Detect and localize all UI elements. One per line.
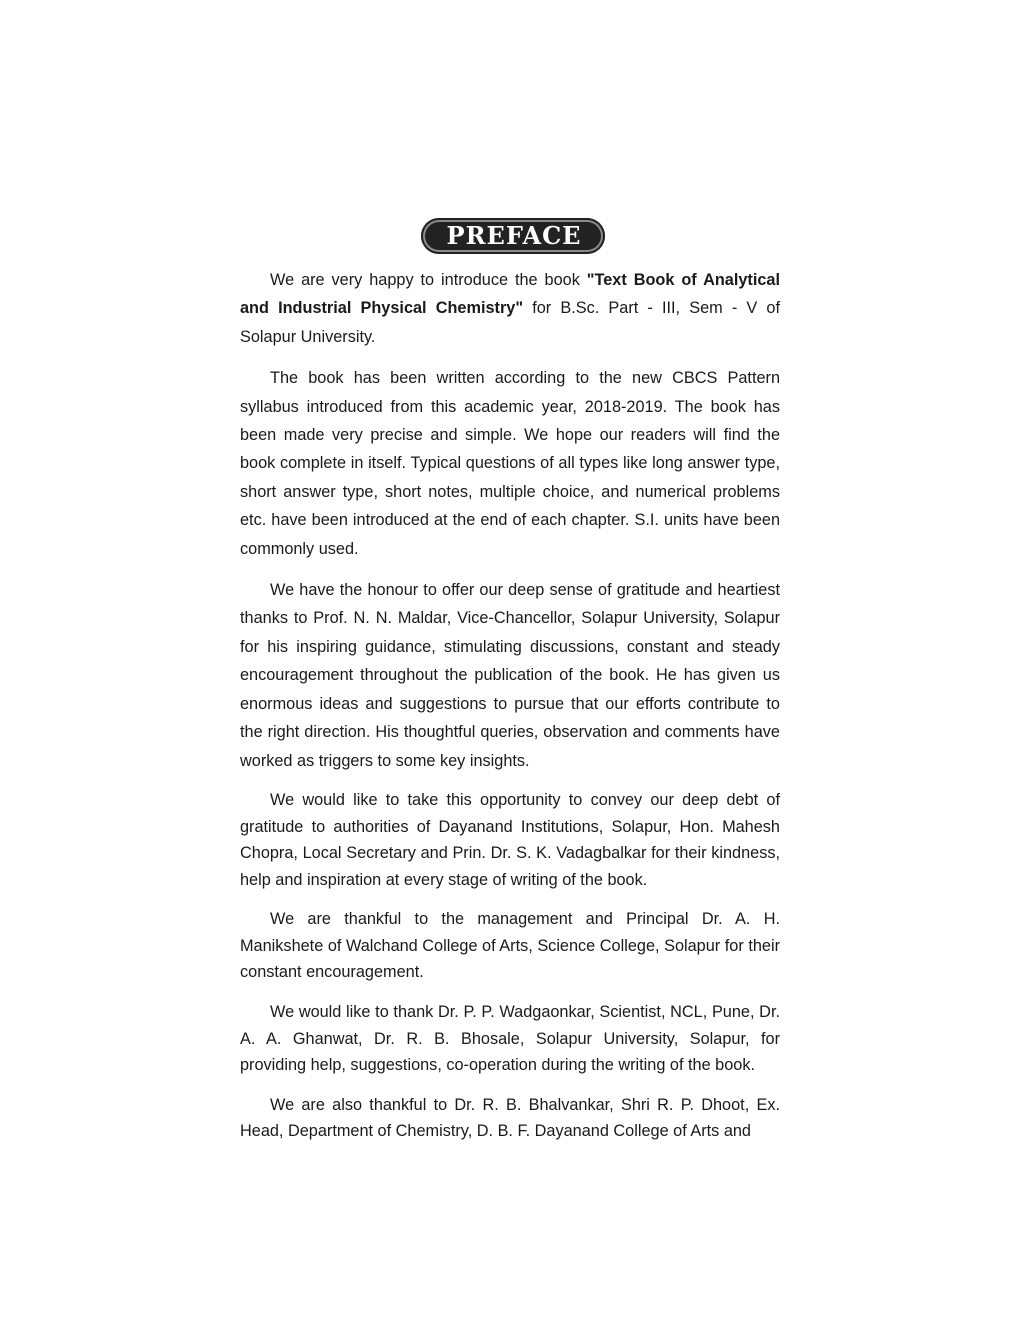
page-heading: PREFACE [421,218,606,254]
paragraph-gratitude-vice-chancellor: We have the honour to offer our deep sense of gratitude and heartiest thanks to Prof. N. N. Maldar, Vice-Chancellor, Solapur University, Solapur for his inspiring guidance, stimulating discussions, constant and steady encouragement throughout the publication of the book. He has given us enormous ideas and suggestions to pursue that our efforts contribute to the right direction. His thoughtful queries, observation and comments have worked as triggers to some key insights. [240,581,780,770]
paragraph-gratitude-authorities: We would like to take this opportunity to convey our deep debt of gratitude to authorities of Dayanand Institutions, Solapur, Hon. Mahesh Chopra, Local Secretary and Prin. Dr. S. K. Vadagbalkar for their kindness, help and inspiration at every stage of writing of the book. [240,790,780,889]
intro-text-before: We are very happy to introduce the book [270,271,587,289]
paragraph-thanks-department: We are also thankful to Dr. R. B. Bhalvankar, Shri R. P. Dhoot, Ex. Head, Department of Chemistry, D. B. F. Dayanand College of Arts and [240,1095,780,1141]
page-content [240,218,780,1145]
paragraph-thanks-management: We are thankful to the management and Principal Dr. A. H. Manikshete of Walchand College of Arts, Science College, Solapur for their constant encouragement. [240,910,780,982]
book-title: "Text Book of Analytical and Industrial Physical Chemistry" [240,271,780,318]
paragraph-syllabus: The book has been written according to the new CBCS Pattern syllabus introduced from this academic year, 2018-2019. The book has been made very precise and simple. We hope our readers will find the book complete in itself. Typical questions of all types like long answer type, short answer type, short notes, multiple choice, and numerical problems etc. have been introduced at the end of each chapter. S.I. units have been commonly used. [240,369,780,558]
intro-text-after: for B.Sc. Part - III, Sem - V of Solapur University. [240,299,780,346]
paragraph-thanks-scientists: We would like to thank Dr. P. P. Wadgaonkar, Scientist, NCL, Pune, Dr. A. A. Ghanwat, Dr. R. B. Bhosale, Solapur University, Solapur, for providing help, suggestions, co-operation during the writing of the book. [240,1003,780,1075]
paragraph-introduction [240,266,780,351]
heading-wrapper [246,218,780,254]
